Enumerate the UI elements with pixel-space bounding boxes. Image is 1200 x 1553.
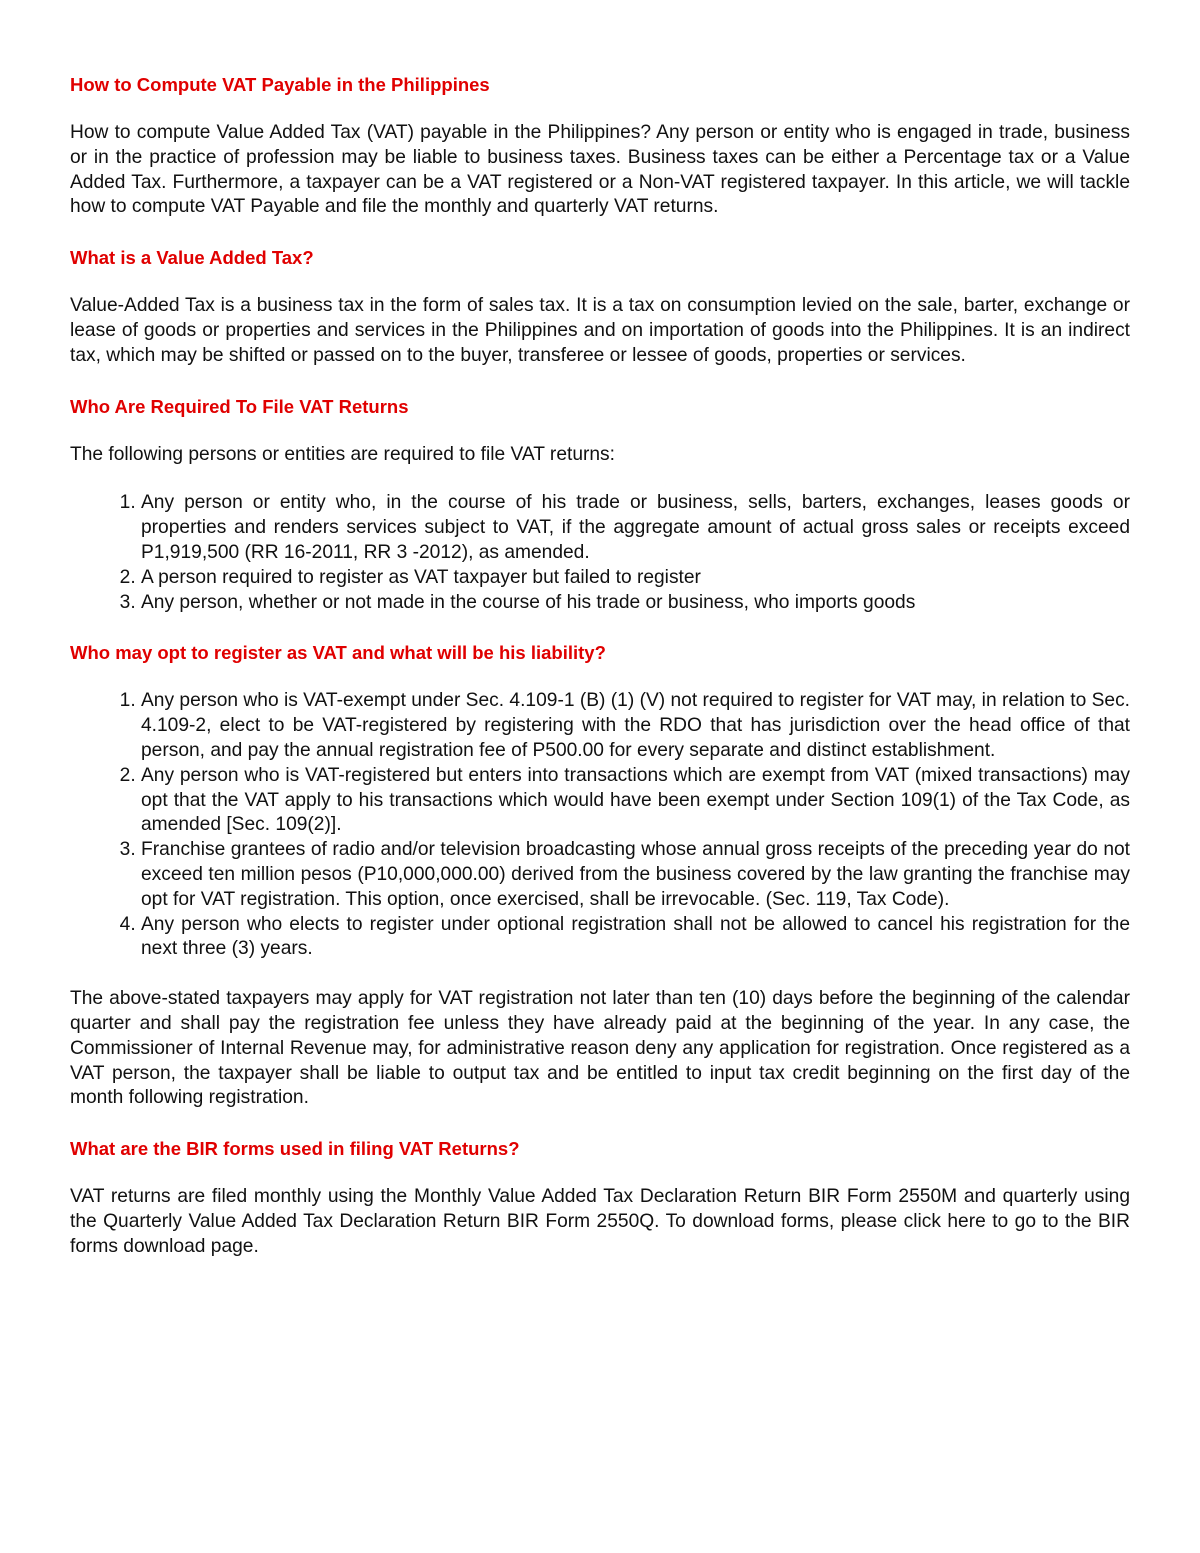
who-may-opt-list [70,689,1130,962]
bir-forms-paragraph: VAT returns are filed monthly using the Monthly Value Added Tax Declaration Return BIR Form 2550M and quarterly using the Quarterly Value Added Tax Declaration Return BIR Form 2550Q. To download forms, please click here to go to the BIR forms download page. [70,1186,1130,1257]
page-title: How to Compute VAT Payable in the Philippines [70,74,490,95]
intro-paragraph: How to compute Value Added Tax (VAT) payable in the Philippines? Any person or entity who is engaged in trade, business or in the practice of profession may be liable to business taxes. Business taxes can be either a Percentage tax or a Value Added Tax. Furthermore, a taxpayer can be a VAT registered or a Non-VAT registered taxpayer. In this article, we will tackle how to compute VAT Payable and file the monthly and quarterly VAT returns. [70,122,1130,218]
heading-bir-forms: What are the BIR forms used in filing VAT Returns? [70,1138,520,1160]
list-item: 4. Any person who elects to register under optional registration shall not be allowed to cancel his registration for the next three (3) years. [141,913,1130,963]
registration-closing-paragraph: The above-stated taxpayers may apply for VAT registration not later than ten (10) days before the beginning of the calendar quarter and shall pay the registration fee unless they have already paid at the beginning of the year. In any case, the Commissioner of Internal Revenue may, for administrative reason deny any application for registration. Once registered as a VAT person, the taxpayer shall be liable to output tax and be entitled to input tax credit beginning on the first day of the month following registration. [70,988,1130,1109]
list-item: 1. Any person who is VAT-exempt under Sec. 4.109-1 (B) (1) (V) not required to register for VAT may, in relation to Sec. 4.109-2, elect to be VAT-registered by registering with the RDO that has jurisdiction over the head office of that person, and pay the annual registration fee of P500.00 for every separate and distinct establishment. [141,689,1130,763]
list-item: 2. A person required to register as VAT taxpayer but failed to register [141,566,1130,591]
who-required-intro: The following persons or entities are required to file VAT returns: [70,443,615,465]
list-item: 1. Any person or entity who, in the course of his trade or business, sells, barters, exchanges, leases goods or properties and renders services subject to VAT, if the aggregate amount of actual gross sales or receipts exceed P1,919,500 (RR 16-2011, RR 3 -2012), as amended. [141,491,1130,565]
list-item: 3. Franchise grantees of radio and/or television broadcasting whose annual gross receipts of the preceding year do not exceed ten million pesos (P10,000,000.00) derived from the business covered by the law granting the franchise may opt for VAT registration. This option, once exercised, shall be irrevocable. (Sec. 119, Tax Code). [141,838,1130,912]
heading-who-may-opt: Who may opt to register as VAT and what will be his liability? [70,642,606,664]
list-item: 2. Any person who is VAT-registered but enters into transactions which are exempt from VAT (mixed transactions) may opt that the VAT apply to his transactions which would have been exempt under Section 109(1) of the Tax Code, as amended [Sec. 109(2)]. [141,764,1130,838]
who-required-list [70,491,1130,615]
heading-what-is-vat: What is a Value Added Tax? [70,247,314,269]
heading-who-required: Who Are Required To File VAT Returns [70,395,409,417]
what-is-vat-paragraph: Value-Added Tax is a business tax in the form of sales tax. It is a tax on consumption levied on the sale, barter, exchange or lease of goods or properties and services in the Philippines and on importation of goods into the Philippines. It is an indirect tax, which may be shifted or passed on to the buyer, transferee or lessee of goods, properties or services. [70,295,1130,366]
list-item: 3. Any person, whether or not made in the course of his trade or business, who imports goods [141,591,1130,616]
